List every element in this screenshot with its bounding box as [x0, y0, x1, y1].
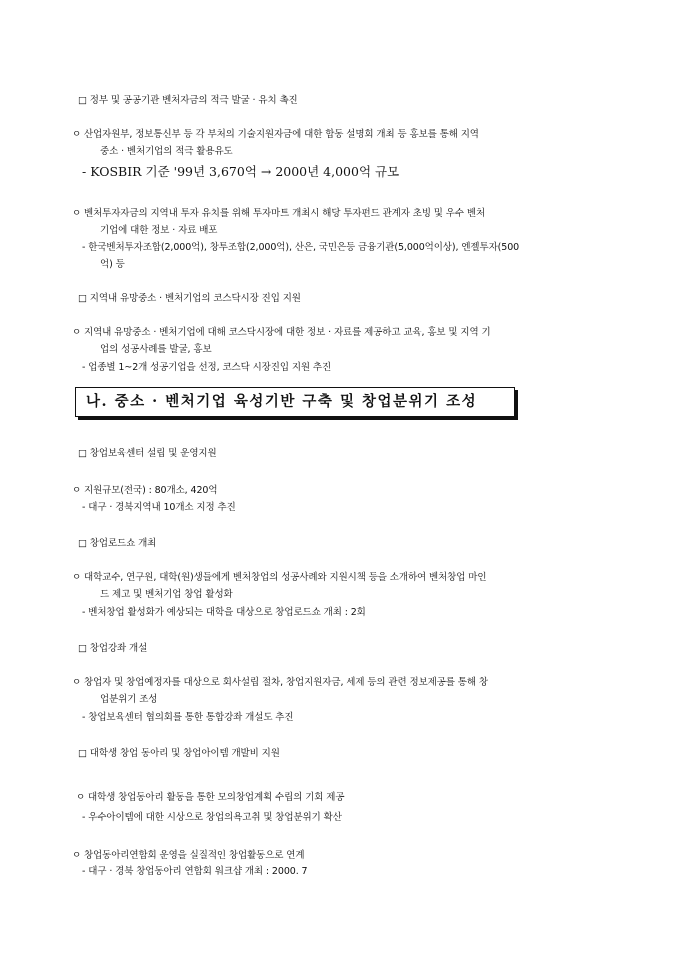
dash-funds-list-cont: 억) 등: [100, 259, 125, 270]
dash-lecture: - 창업보육센터 협의회를 통한 통합강좌 개설도 추진: [82, 712, 294, 723]
bullet-support-scale: ㅇ 지원규모(전국) : 80개소, 420억: [72, 485, 218, 496]
dash-workshop: - 대구 · 경북 창업동아리 연합회 워크샵 개최 : 2000. 7: [82, 866, 308, 877]
bullet-investment-mart-cont: 기업에 대한 정보 · 자료 배포: [100, 225, 218, 236]
heading-gov-funds: □ 정부 및 공공기관 벤처자금의 적극 발굴 · 유치 촉진: [78, 95, 298, 106]
bullet-kosdaq-info: ㅇ 지역내 유망중소 · 벤처기업에 대해 코스닥시장에 대한 정보 · 자료를 제공하고 교육, 홍보 및 지역 기: [72, 327, 491, 338]
dash-designation: - 대구 · 경북지역내 10개소 지정 추진: [82, 502, 236, 513]
section-title: 나. 중소 · 벤처기업 육성기반 구축 및 창업분위기 조성: [86, 393, 478, 410]
section-title-box: [75, 387, 515, 417]
bullet-roadshow: ㅇ 대학교수, 연구원, 대학(원)생들에게 벤처창업의 성공사례와 지원시책 등을 소개하여 벤처창업 마인: [72, 572, 487, 583]
dash-kosdaq-select: - 업종별 1~2개 성공기업을 선정, 코스닥 시장진입 지원 추진: [82, 362, 332, 373]
bullet-kosdaq-info-cont: 업의 성공사례를 발굴, 홍보: [100, 344, 212, 355]
bullet-lecture: ㅇ 창업자 및 창업예정자를 대상으로 회사설립 절차, 창업지원자금, 세제 등의 관련 정보제공를 통해 창: [72, 677, 488, 688]
bullet-club-federation: ㅇ 창업동아리연합회 운영을 실질적인 창업활동으로 연계: [72, 850, 305, 861]
dash-kosbir: - KOSBIR 기준 '99년 3,670억 → 2000년 4,000억 규모: [82, 164, 400, 179]
heading-incubator: □ 창업보육센터 설립 및 운영지원: [78, 448, 217, 459]
dash-funds-list: - 한국벤처투자조합(2,000억), 창투조합(2,000억), 산은, 국민은등 금융기관(5,000억이상), 엔젤투자(500: [82, 242, 520, 253]
bullet-investment-mart: ㅇ 벤처투자자금의 지역내 투자 유치를 위해 투자마트 개최시 해당 투자펀드 관계자 초빙 및 우수 벤처: [72, 208, 486, 219]
bullet-joint-briefing-cont: 중소 · 벤처기업의 적극 활용유도: [100, 146, 233, 157]
heading-roadshow: □ 창업로드쇼 개최: [78, 538, 157, 549]
heading-club: □ 대학생 창업 동아리 및 창업아이템 개발비 지원: [78, 748, 280, 759]
bullet-lecture-cont: 업분위기 조성: [100, 694, 158, 705]
bullet-club-activity: ㅇ 대학생 창업동아리 활동을 통한 모의창업계획 수립의 기회 제공: [76, 792, 345, 803]
bullet-joint-briefing: ㅇ 산업자원부, 정보통신부 등 각 부처의 기술지원자금에 대한 합동 설명회 개최 등 홍보를 통해 지역: [72, 129, 479, 140]
heading-kosdaq: □ 지역내 유망중소 · 벤처기업의 코스닥시장 진입 지원: [78, 293, 301, 304]
dash-roadshow: - 벤처창업 활성화가 예상되는 대학을 대상으로 창업로드쇼 개최 : 2회: [82, 607, 366, 618]
dash-club-award: - 우수아이템에 대한 시상으로 창업의욕고취 및 창업분위기 확산: [82, 812, 342, 823]
heading-lecture: □ 창업강좌 개설: [78, 643, 148, 654]
bullet-roadshow-cont: 드 제고 및 벤처기업 창업 활성화: [100, 589, 233, 600]
